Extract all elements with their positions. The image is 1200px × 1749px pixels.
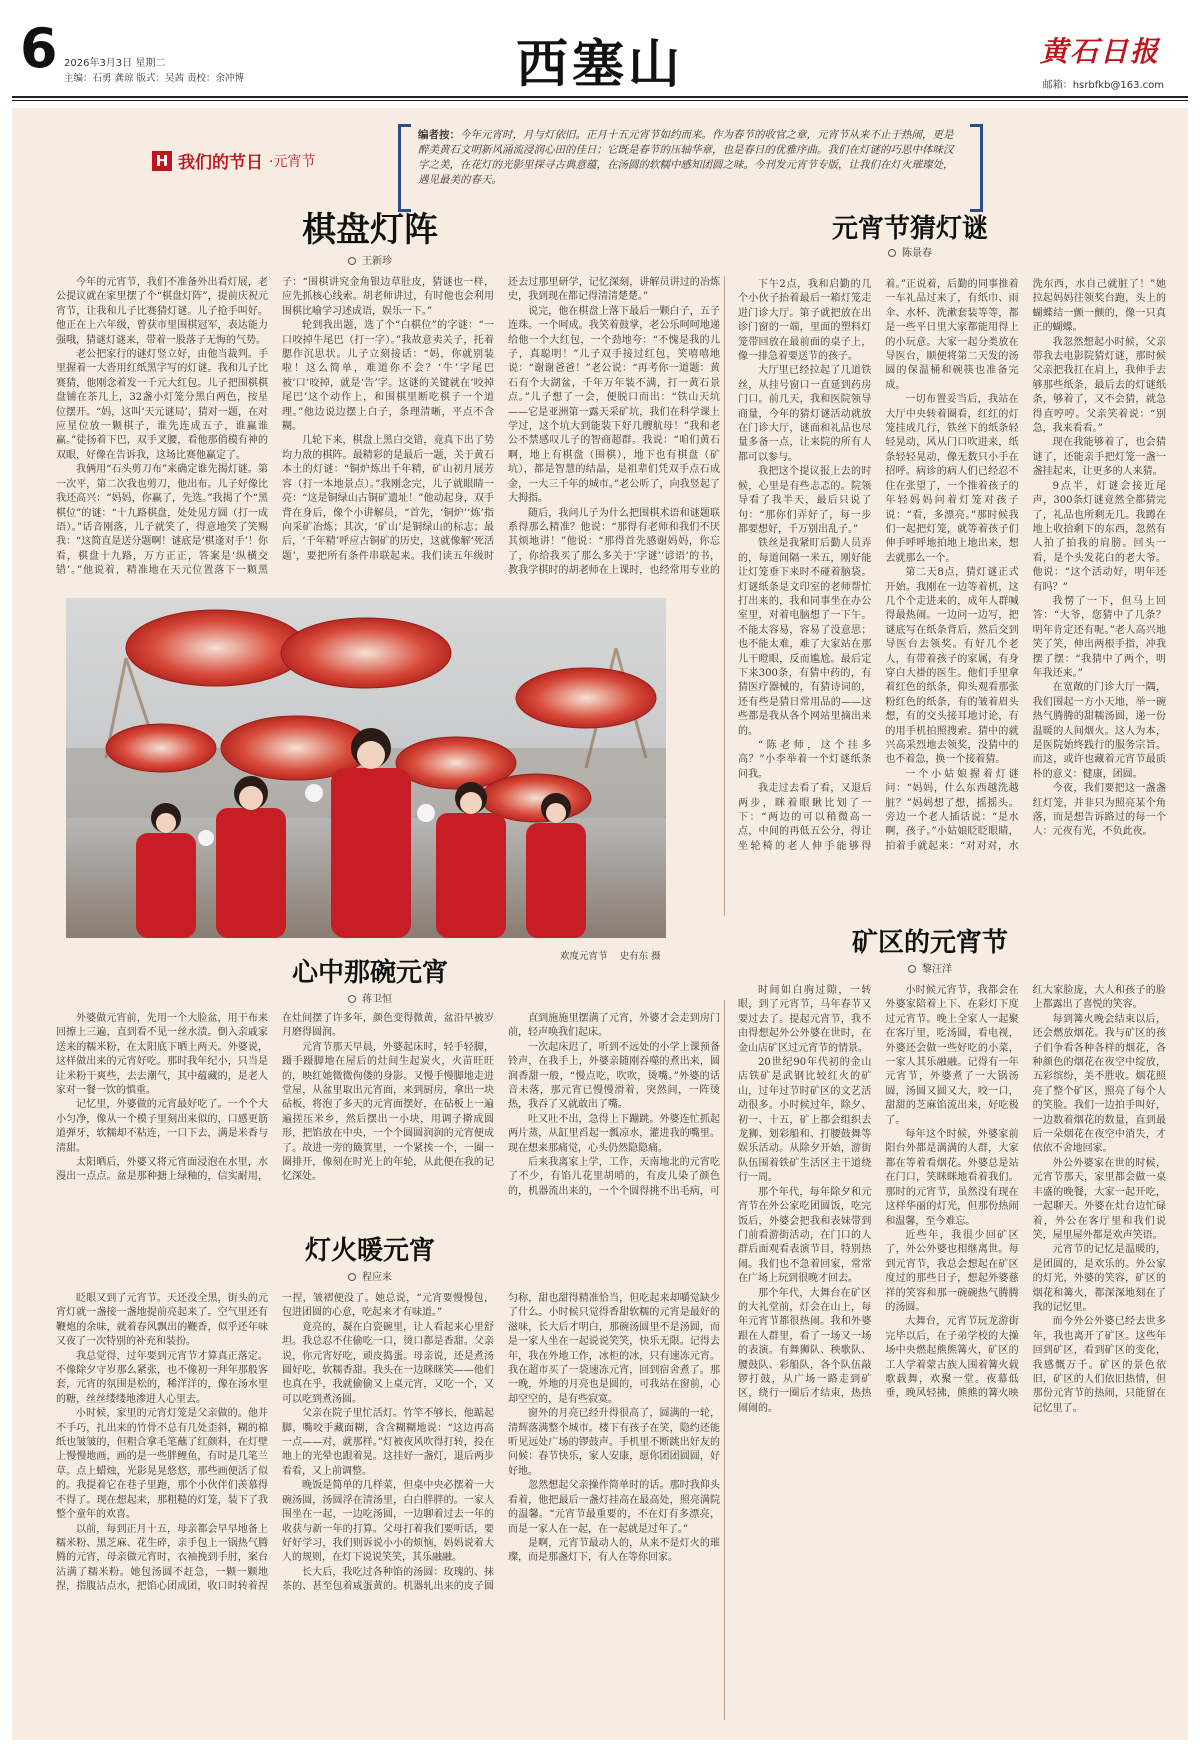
paragraph: 一切布置妥当后，我站在大厅中央转着圈看，红红的灯笼挂成几行，铁丝下的纸条轻轻晃动，风从门口吹进来，纸条轻轻晃动，像无数只小手在招呼。病诊的病人们已经忍不住在张望了，一个推着孩子的年轻妈妈问着灯笼对孩子说：“看，多漂亮。”那时候我们一起把灯笼，就等着孩子们伸手呼呼地拍地上地出来，想去就那么一个。 (885, 394, 1019, 564)
paragraph: 铁丝是我紧盯后勤人员弄的，每道间隔一米五，刚好能让灯笼垂下来时不碰着脑袋。灯谜纸条是文印室的老师帮忙打出来的，我和同事坐在办公室里，对着电脑想了一下午。不能太容易，容易了没意思；也不能太难，难了大家站在那儿干瞪眼，反而尴尬。最后定下来300条，有猜中药的，有猜医疗器械的，有猜诗词的，还有些是猜日常用品的——这些都是我从各个网站里摘出来的。 (738, 538, 872, 737)
paragraph: 今夜，我们要把这一盏盏红灯笼，并非只为照亮某个角落，而是想告诉路过的每一个人：元夜有光，不负此夜。 (1032, 783, 1166, 838)
paragraph: 外公外婆家在世的时候，元宵节那天，家里都会做一桌丰盛的晚餐，大家一起开吃，一起聊天。外婆在灶台边忙碌着，外公在客厅里和我们说笑，屋里屋外都是欢声笑语。 (1032, 1157, 1166, 1241)
byline-dot-icon (348, 1273, 356, 1281)
paragraph: 记忆里，外婆做的元宵最好吃了。一个个大小匀净，像从一个模子里刻出来似的，口感更筋道弹牙，软糯却不粘连，一口下去，满是米香与清甜。 (56, 1099, 268, 1154)
paragraph: 忽然想起父亲操作简单时的话。那时我仰头看着，他把最后一盏灯挂高在最高处，照亮满院的温馨。“元宵节最重要的，不在灯有多漂亮，而是一家人在一起，在一起就是过年了。” (508, 1480, 720, 1535)
masthead-rule (12, 96, 1188, 98)
paragraph: 小时候元宵节，我都会在外婆家陪着上下、在彩灯下度过元宵节。晚上全家人一起聚在客厅里，吃汤圆，看电视，外婆还会做一些好吃的小菜，一家人其乐融融。记得有一年元宵节，外婆煮了一大锅汤圆，汤圆又圆又大，咬一口，甜甜的芝麻馅流出来，好吃极了。 (885, 985, 1019, 1126)
paragraph: 后来我离家上学，工作，天南地北的元宵吃了不少，有馅儿花里胡哨的，有皮儿染了颜色的，机器流出来的，一个个圆得挑不出毛病，可 (508, 1157, 720, 1197)
article-title-riddle: 元宵节猜灯谜 (831, 214, 988, 244)
paragraph: 元宵节的记忆是温暖的，是团圆的，是欢乐的。外公家的灯光，外婆的笑容，矿区的烟花和篝火，都深深地刻在了我的记忆里。 (1032, 1244, 1166, 1313)
paragraph: 眨眼又到了元宵节。天还没全黑，街头的元宵灯就一盏接一盏地提前亮起来了。空气里还有鞭炮的余味，就着春风飘出的鞭香，似乎还年味又夜了一次特别的补充和装扮。 (56, 1293, 268, 1348)
article-body-mine (738, 984, 1166, 1722)
festival-tag (152, 148, 315, 173)
paragraph: 我把这个提议报上去的时候，心里是有些忐忑的。院领导看了我半天，最后只说了句：“那你们弄好了，每一步都要想好，千万别出乱子。” (738, 466, 872, 535)
author-chess: 王新珍 (362, 256, 392, 267)
paragraph: 晚饭是简单的几样菜，但桌中央必摆着一大碗汤圆，汤圆浮在清汤里，白白胖胖的。一家人围坐在一起，一边吃汤圆，一边聊着过去一年的收获与新一年的打算。父母打着我们要听话，要好好学习，我们则诉说小小的烦恼，妈妈说着大人的规则，在灯下说说笑笑，其乐融融。 (282, 1480, 494, 1564)
paragraph: 老公把家行的谜灯竖立好，由他当裁判。手里握着一大沓用红纸黑字写的灯谜。我和儿子比赛猜，他刚念着发一千元大红包。儿子把围棋棋盘铺在茶几上，32盏小灯笼分黑白两色，按星位摆开。“妈，这叫‘天元谜局’，猜对一题，在对应星位放一颗棋子，谁先连成五子，谁赢谁赢。”徒扬着下巴，双手叉腰，看他那俏模有神的双眼，好像在告诉我，这场比赛他赢定了。 (56, 349, 268, 461)
newspaper-logo: 黄石日报 (1039, 35, 1160, 68)
paragraph: 20世纪90年代初的金山店铁矿是武钢比较红火的矿山，过年过节时矿区的文艺活动很多。小时候过年，除夕、初一、十五，矿上都会组织去龙狮、划彩船和、打腰鼓舞等娱乐活动。从除夕开始，游街队伍围着铁矿生活区主干道绕行一周。 (738, 1057, 872, 1184)
caption-text: 欢度元宵节 (560, 951, 608, 962)
paragraph: 那个年代，大舞台在矿区的大礼堂前，灯会在山上，每年元宵节都很热闹。我和外婆跟在人群里，看了一场又一场的表演。有舞狮队、秧歌队、腰鼓队、彩船队，各个队伍敲锣打鼓，从广场一路走到矿区，绕行一圈后才结束，热热闹闹的。 (738, 1287, 872, 1414)
paragraph: 竟亮的，凝在白瓷碗里，让人看起来心里舒坦。我总忍不住偷吃一口，烫口都是香甜。父亲说，你元宵好吃，顽皮捣蛋。母亲说，还是煮汤圆好吃，软糯香甜。我头在一边眯眯笑——他们也真在乎，我就偷偷又上桌元宵，又吃一个，又可以吃到煮汤圆。 (282, 1321, 494, 1405)
paragraph: 今年的元宵节，我们不准备外出看灯展，老公提议就在家里摆了个“棋盘灯阵”，提前庆祝元宵节，让我和儿子比赛猜灯谜。儿子抢手叫好。他正在上六年级，曾获市里围棋冠军，表达能力强哦，猜谜灯谜来，带着一股落子无悔的气势。 (56, 277, 268, 346)
paragraph: 我俩用“石头剪刀布”来确定谁先揭灯谜。第一次平，第二次我也剪刀，他出布。儿子好像比我还高兴：“妈妈，你赢了，先选。”我揭了个“黑棋位”的谜：“十九路棋盘，处处见方圆（打一成语）。”话音刚落，儿子就笑了，得意地笑了笑赐我：“这简直是送分题啊！谜底是‘棋逢对手’！你看，棋盘十九路，万方正正，答案是‘纵横交错’。”他说着，精准地在天元位置落下一颗黑子：“围棋讲究金角银边草肚皮，猜谜也一样，应先抓核心线索。胡老师讲过，有时他也会利用围棋比喻学习述成语，娱乐一下。” (56, 277, 494, 577)
page-number: 6 (20, 17, 58, 80)
paragraph: 我走过去看了看，又退后两步，眯着眼瞅比划了一下：“两边的可以稍微高一点，中间的再低五公分，得让坐轮椅的老人伸手能够得着。”正说着，后勤的同事推着一车礼品过来了，有纸巾、雨伞、水杯、洗漱套装等等，都是一些平日里大家都能用得上的小玩意。大家一起分类放在导医台，顺便将第二天发的汤圆的保温桶和碗筷也准备完成。 (738, 279, 1019, 852)
paragraph: 大舞台，元宵节玩龙游街完毕以后，在子弟学校的大操场中央燃起熊熊篝火，矿区的工人学着蒙古族人围着篝火载歌载舞，欢聚一堂。夜幕低垂，晚风轻拂，熊熊的篝火映红大家脸庞，大人和孩子的脸上都露出了喜悦的笑容。 (885, 985, 1166, 1400)
paragraph: 元宵节那天早晨，外婆起床时，轻手轻脚，蹑手蹑脚地在屋后的灶间生起炭火，火苗旺旺的，映红她微微佝偻的身影。又慢手慢脚地走进堂屋，从盆里取出元宵面，来到厨房，拿出一块砧板，将泡了多天的元宵面摆好，在砧板上一遍遍搓压米乡，然后摆出一小块，用调子擀成圆形，把馅放在中央，一个个圆圆润润的元宵便成了。故进一旁的簸箕里，一个紧挨一个，一圈一圈排开，像刻在时光上的年轮，从此便在我的记忆深处。 (282, 1041, 494, 1183)
festival-photo (66, 598, 666, 938)
paragraph: 吐又吐不出，急得上下蹦跳。外婆连忙抓起两片蒸，从缸里舀起一瓢凉水，灌进我的嘴里。现在想来那痛觉，心头仍然隐隐痛。 (508, 1113, 720, 1154)
h-logo-icon: H (152, 151, 172, 171)
paragraph: 我忽然想起小时候，父亲带我去电影院猜灯谜，那时候父亲把我扛在肩上，我伸手去够那些纸条，最后去的灯谜纸条，够着了，又不会猜，就急得直哼哼。父亲笑着说：“别急，我来看看。” (1032, 336, 1166, 435)
paragraph: 是啊，元宵节最动人的，从来不是灯火的璀璨，而是那盏灯下，有人在等你回家。 (508, 1537, 720, 1564)
staff-credits: 主编：石勇 龚琼 版式：吴茜 责校：余冲博 (64, 73, 245, 84)
paragraph: 在宽敞的门诊大厅一隅，我们围起一方小天地，举一碗热气腾腾的甜糯汤圆，递一份温暖的人间烟火。这人为本，是医院始终践行的服务宗旨。而这，或许也藏着元宵节最质朴的意义：健康，团圆。 (1032, 682, 1166, 780)
article-body-lights (56, 1292, 720, 1722)
bracket-right (970, 124, 983, 212)
byline-dot-icon (348, 995, 356, 1003)
paragraph: 随后，我问儿子为什么把围棋术语和谜题联系得那么精准？他说：“那得有老师和我们不厌其烦地讲！”他说：“那得首先感谢妈妈，你忘了，你给我买了那么多关于‘字谜’‘谚语’的书，教我学棋时的胡老师在上课时，也经常用专业的 (508, 507, 720, 577)
editor-note-text: 今年元宵时，月与灯依旧。正月十五元宵节如约而来。作为春节的收官之章，元宵节从来不止于热闹，更是醉美黄石文明新风涌流浸润心田的佳日；它既是春节的压轴华章，也是春日的优雅序曲。我们在灯谜的巧思中体味汉字之美，在花灯的光影里探寻古典意蕴，在汤圆的软糯中感知团圆之味。今刊发元宵节专版，让我们在灯火璀璨处，遇见最美的春天。 (418, 129, 954, 186)
author-riddle: 陈景春 (902, 248, 932, 259)
issue-date: 2026年3月3日 星期二 (64, 58, 166, 69)
photo-credit: 史有东 摄 (619, 951, 661, 962)
paragraph: 我总觉得，过年要到元宵节才算真正落定。不像除夕守岁那么紧张，也不像初一拜年那般客套，元宵的氛围是松的，稀洋洋的，像在汤水里的糖，丝丝缕缕地渗进人心里去。 (56, 1350, 268, 1405)
paragraph: 9点半，灯谜会接近尾声，300条灯谜竟然全都猜完了，礼品也所剩无几。我蹲在地上收拾剩下的东西，忽然有人拍了拍我的肩膀。回头一看，是个头发花白的老大爷。他说：“这个活动好，明年还有吗？” (1032, 480, 1166, 593)
paragraph: 而今外公外婆已经去世多年，我也离开了矿区。这些年回到矿区，看到矿区的变化，我感慨万千。矿区的景色依旧，矿区的人们依旧热情，但那份元宵节的热闹，只能留在记忆里了。 (1032, 1316, 1166, 1414)
paragraph: 那个年代，每年除夕和元宵节在外公家吃团圆饭，吃完饭后，外婆会把我和表妹带到门前看游街活动，在门口的人群后面观看表演节目，特别热闹。我们也不急着回家，常常在广场上玩到很晚才回去。 (738, 1186, 872, 1285)
column-divider (724, 1000, 725, 1720)
paragraph: 说完，他在棋盘上落下最后一颗白子，五子连珠。一个呵成。我笑着鼓掌，老公乐呵呵地递给他一个大红包，一个劲地夸：“不愧是我的儿子，真聪明！”儿子双手接过红包，笑嘻嘻地说：“谢谢爸爸！”老公说：“再考你一道题：黄石有个大湖盆，千年万年装不满，打一黄石景点。”儿子想了一会，便脱口而出：“铁山天坑——它是亚洲第一露天采矿坑，我们在科学课上学过，这个坑大到能装下好几艘航母！”我和老公不禁感叹儿子的智商超群。我说：“咱们黄石啊，地上有棋盘（围棋），地下也有棋盘（矿坑），都是智慧的结晶，是祖辈们凭双手点石成金，一大三千年的城市。”老公听了，向我竖起了大拇指。 (508, 305, 720, 505)
editor-note (418, 128, 956, 200)
paragraph: 时间如白驹过隙，一转眼，到了元宵节，马年春节又要过去了。提起元宵节，我不由得想起外公外婆在世时，在金山店矿区过元宵节的情景。 (738, 985, 872, 1054)
byline-dot-icon (888, 249, 896, 257)
article-title-mine: 矿区的元宵节 (851, 928, 1008, 958)
author-lights: 程应来 (362, 1272, 392, 1283)
paragraph: 一次起床迟了，听到不远处的小学上课预备铃声，在我手上，外婆亲随刚吞噬的煮出来，圆润香甜一般，“慢点吃，吹吹，烫嘴。”外婆的话音未落，那元宵已慢慢滑着，突然间，一阵烫热，我吞了又就敢出了嘴。 (508, 1041, 720, 1111)
paragraph: 直到施施里摆满了元宵，外婆才会走到房门前，轻声唤我们起床。 (508, 1013, 720, 1039)
contact-email: 邮箱：hsrbfkb@163.com (1042, 80, 1164, 91)
paragraph: 父亲在院子里忙活灯。竹竿不够长，他踮起脚，嘴咬手藏面糊，含含糊糊地说：“这边再高一点——对，就那样。”灯被夜风吹得打转，投在地上的光晕也跟着晃。这挂好一盏灯，退后两步看看，又上前调整。 (282, 1408, 494, 1477)
paragraph: 以前，每到正月十五，母亲都会早早地备上糯米粉、黑芝麻、花生碎，亲手包上一锅热气腾腾的元宵，母亲做元宵时，衣袖挽到手肘，案台沾满了糯米粉。她包汤圆不赶急，一颗一颗地捏，指腹沾点水，把馅心团成团，收口时转着捏一捏，皱褶便没了。她总说，“元宵要慢慢包，包进团圆的心意，吃起来才有味道。” (56, 1293, 494, 1593)
section-title: 西塞山 (515, 34, 684, 95)
masthead-rule-thin (12, 100, 1188, 101)
author-mine: 黎汪洋 (922, 964, 952, 975)
byline-bowl (240, 990, 500, 1005)
paragraph: 第二天8点，猜灯谜正式开始。我刚在一边等着机，这几个个走进来的，成年人群喊得最热闹。一边问一边写，把谜底写在纸条背后，然后交到导医台去领奖。有好几个老人，有带着孩子的家属，有身穿白大褂的医生。他们手里拿着红色的纸条，仰头观看那张粉红色的纸条，有的皱着眉头想，有的交头接耳地讨论，有的用手机拍照搜索。猜中的就兴高采烈地去领奖，没猜中的也不着急，换一个接着猜。 (885, 567, 1019, 766)
masthead (0, 0, 1200, 100)
article-title-bowl: 心中那碗元宵 (291, 958, 448, 988)
paragraph: 几轮下来，棋盘上黑白交错，竟真下出了势均力敌的棋阵。最精彩的是最后一题，关于黄石本土的灯谜：“铜炉炼出千年精，矿山初月展芳容（打一本地景点）。”我刚念完，儿子就眼睛一亮：“这是铜绿山古铜矿遗址！”他动起身，双手背在身后，像个小讲解员，“首先，‘铜炉’‘炼’指向采矿冶炼；其次，‘矿山’是铜绿山的标志；最后，‘千年精’呼应古铜矿的历史，这就像解‘死活题’，要把所有条件串联起来。我们读五年级时还去过那里研学，记忆深刻，讲解员讲过的冶炼史，我到现在都记得清清楚楚。” (282, 277, 720, 562)
byline-dot-icon (348, 257, 356, 265)
paragraph: 外婆做元宵前，先用一个大脸盆，用干布来回擦上三遍，直到看不见一丝水渍。倒入亲戚家送来的糯米粉，在太阳底下晒上两天。外婆说，这样做出来的元宵好吃。那时我年纪小，只当是让米粉干爽些，去去潮气，其中蕴藏的，是老人家对一餐一饮的慎重。 (56, 1013, 268, 1097)
editor-note-label: 编者按： (418, 129, 460, 141)
paragraph: 小时候，家里的元宵灯笼是父亲做的。他并不手巧，扎出来的竹骨不总有几处歪斜，糊的棉纸也皱皱的，但粗合拿毛笔蘸了红颜料，在灯壁上慢慢地画，画的是一些胖鲤鱼，有时是几笔兰草。点上蜡烛，光影晃晃悠悠，那些画便活了似的。我提着它在巷子里跑，那个小伙伴们羡慕得不得了。现在想起来，那粗糙的灯笼，装下了我整个童年的欢喜。 (56, 1408, 268, 1521)
article-body-riddle (738, 278, 1166, 910)
festival-tag-main: 我们的节日 (178, 153, 263, 173)
paragraph: 每到篝火晚会结束以后，还会燃放烟花。我与矿区的孩子们争看各种各样的烟花，各种颜色的烟花在夜空中绽放，五彩缤纷，美不胜收。烟花照亮了整个矿区，照亮了每个人的笑脸。我们一边拍手叫好，一边数着烟花的数量，直到最后一朵烟花在夜空中消失，才依依不舍地回家。 (1032, 1013, 1166, 1155)
paragraph: 窗外的月亮已经升得很高了，圆满的一轮，清辉落满整个城市。楼下有孩子在笑，隐约还能听见远处广场的锣鼓声。手机里不断跳出好友的问候：春节快乐，家人安康，愿你团团圆圆，好好地。 (508, 1408, 720, 1477)
article-body-bowl (56, 1012, 720, 1212)
festival-tag-sub: ·元宵节 (269, 153, 316, 170)
paragraph: 每年这个时候，外婆家前阳台外都是满满的人群，大家都在等着看烟花。外婆总是站在门口，笑眯眯地看着我们。那时的元宵节，虽然没有现在这样华丽的灯光，但那份热闹和温馨，至今难忘。 (885, 1129, 1019, 1227)
byline-chess (250, 252, 490, 267)
byline-mine (780, 960, 1080, 975)
article-body-chess (56, 276, 720, 582)
paragraph: 太阳晒后，外婆又将元宵面浸泡在水里，水漫出一点点。盆是那种搪上绿釉的，信实耐用，在灶间摆了许多年，颜色变得微黄，盆沿早被岁月磨得圆润。 (56, 1013, 494, 1183)
byline-dot-icon (908, 965, 916, 973)
photo-caption (560, 948, 661, 962)
column-divider (724, 276, 725, 916)
bracket-left (398, 124, 411, 212)
paragraph: 大厅里已经拉起了几道铁丝，从挂号窗口一直延到药房门口。前几天，我和医院领导商量，今年的猜灯谜活动就放在门诊大厅，谜面和礼品也尽量多备一点，让来院的所有人都可以参与。 (738, 365, 872, 463)
paragraph: 下午2点，我和启勤的几个小伙子抬着最后一箱灯笼走进门诊大厅。第子就把放在出诊门窗的一端，里面的塑料灯笼带回放在最前面的桌子上，像一排急着要送节的孩子。 (738, 279, 872, 363)
byline-lights (240, 1268, 500, 1283)
paragraph: 长大后，我吃过各种馅的汤圆：玫瑰的、抹茶的、甚至包着咸蛋黄的。机器轧出来的皮子圆匀称，甜也甜得精准恰当，但吃起来却嚼觉缺少了什么。小时候只觉得香甜软糯的元宵是最好的滋味，长大后才明白，那碗汤圆里不是汤圆，而是一家人坐在一起说说笑笑，快乐无限。记得去年，我在外地工作，冰柜的冰，只有速冻元宵。我在超市买了一袋速冻元宵，回到宿舍煮了。那一晚，外地的月亮也是圆的，可我站在窗前，心却空空的，是有些寂寞。 (282, 1293, 720, 1593)
article-title-lights: 灯火暖元宵 (304, 1236, 435, 1266)
paragraph: 一个小姑娘握着灯谜问：“妈妈，什么东西越洗越脏？”妈妈想了想，摇摇头。旁边一个老人插话说：“是水啊，孩子。”小姑娘眨眨眼睛，拍着手就起来：“对对对，水洗东西，水自己就脏了！”她拉起妈妈往领奖台跑，头上的蝴蝶结一颤一颤的，像一只真正的蝴蝶。 (885, 279, 1166, 852)
author-bowl: 蒋卫恒 (362, 994, 392, 1005)
paragraph: 轮到我出题，选了个“白棋位”的字谜：“一口咬掉牛尾巴（打一字）。”我故意卖关子，托着腮作沉思状。儿子立刻接话：“妈，你就别装啦！这么简单，难道你不会？‘牛’字尾巴被‘口’咬掉，就是‘告’字。这谜的关键就在‘咬掉尾巴’这个动作上，和围棋里断吃棋子一个道理。”他边说边摆上白子，条理清晰，平点不含糊。 (282, 320, 494, 433)
paragraph: 近些年，我很少回矿区了，外公外婆也相继离世。每到元宵节，我总会想起在矿区度过的那些日子，想起外婆慈祥的笑容和那一碗碗热气腾腾的汤圆。 (885, 1229, 1019, 1313)
byline-riddle (760, 244, 1060, 259)
article-title-chess: 棋盘灯阵 (302, 210, 438, 250)
paragraph: 现在我能够着了，也会猜谜了，还能亲手把灯笼一盏一盏挂起来，让更多的人来猜。 (1032, 437, 1166, 478)
paragraph: 我愣了一下，但马上回答：“大爷，您猜中了几条？明年肯定还有呢。”老人高兴地笑了笑，伸出两根手指，冲我摆了摆：“我猜中了两个，明年我还来。” (1032, 595, 1166, 679)
paragraph: “陈老师，这个挂多高？”小李举着一个灯谜纸条问我。 (738, 740, 872, 780)
